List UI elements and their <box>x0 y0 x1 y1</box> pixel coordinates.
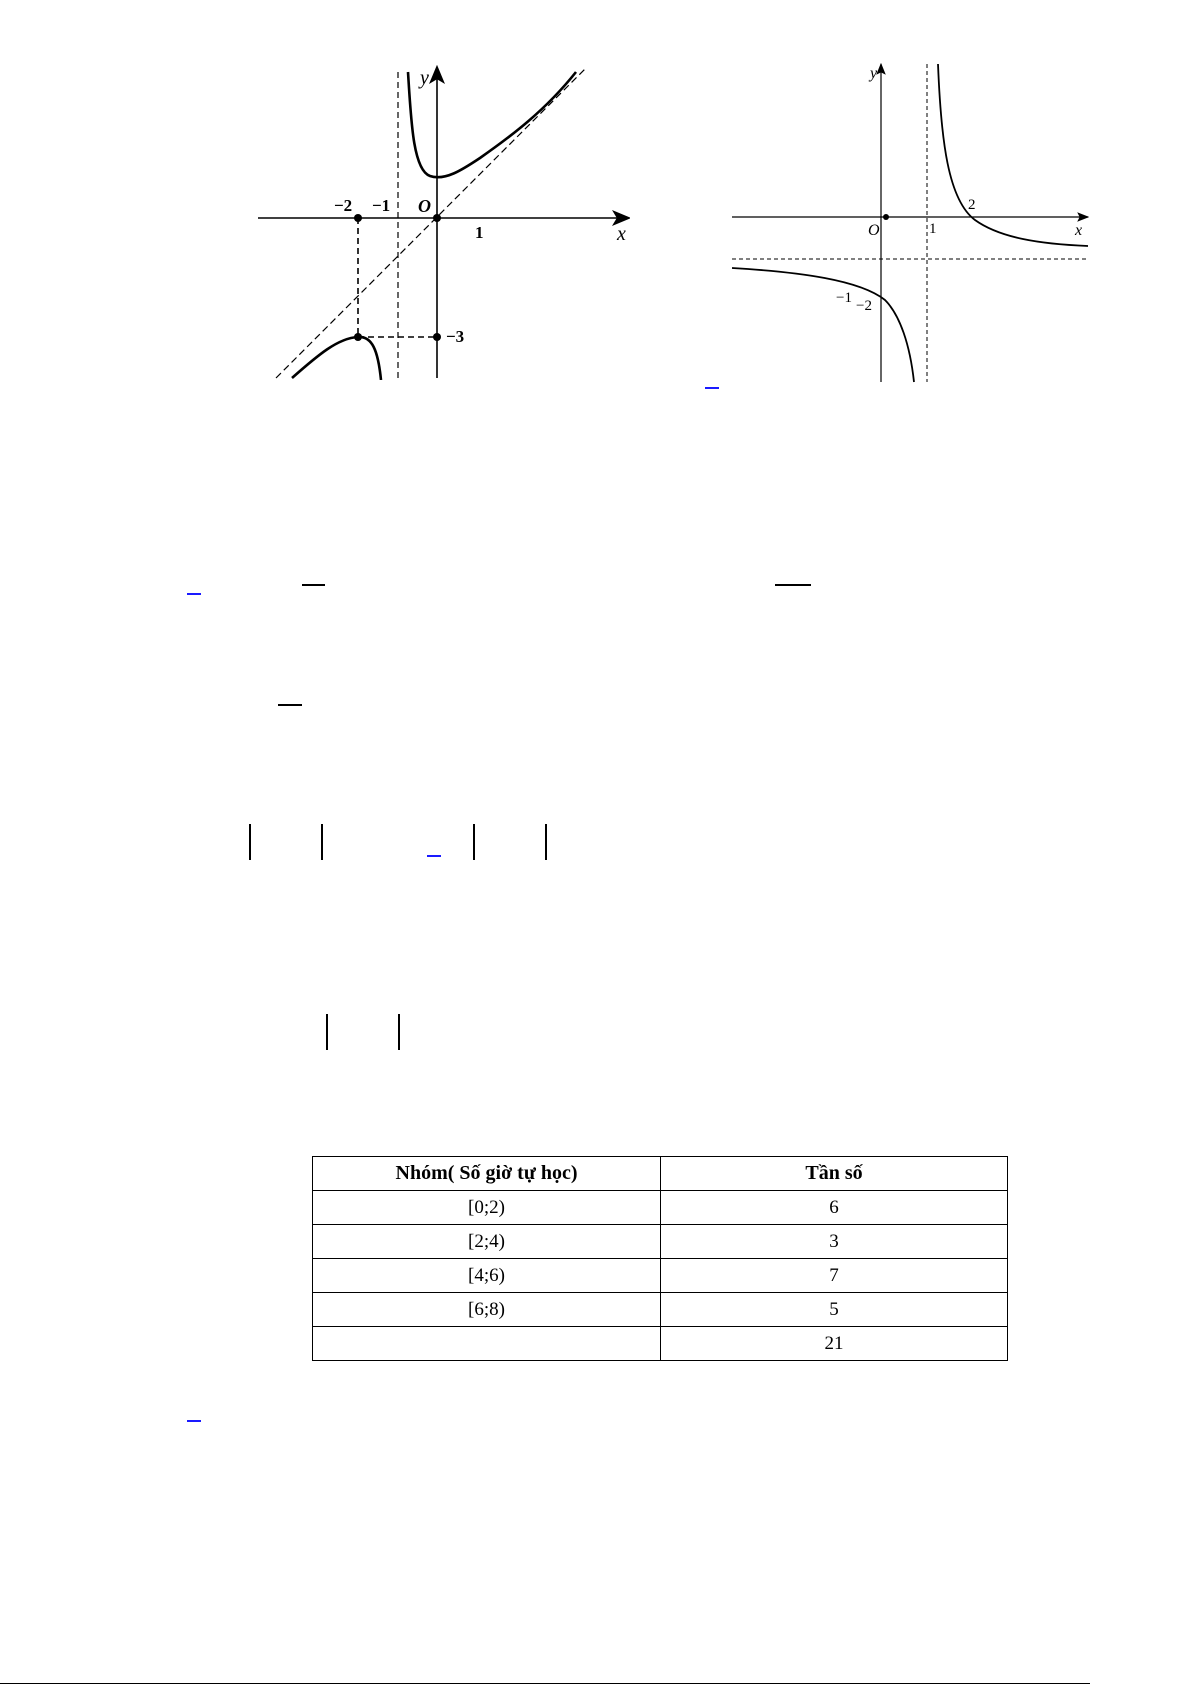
absolute-value-bar <box>545 824 547 860</box>
table-row <box>313 1293 1008 1327</box>
upper-right-branch <box>938 64 1088 246</box>
table-row-total <box>313 1327 1008 1361</box>
fraction-bar <box>278 704 302 706</box>
x-label: x <box>1075 222 1083 239</box>
tick-label-neg1: −1 <box>836 290 852 306</box>
header-frequency: Tần số <box>661 1157 1008 1191</box>
frequency-table <box>312 1156 1008 1361</box>
fraction-bar <box>302 584 325 586</box>
group-cell: [0;2) <box>313 1191 661 1225</box>
point-neg2-neg3 <box>354 333 362 341</box>
tick-label-neg3: −3 <box>446 327 465 346</box>
tick-label-1: 1 <box>475 223 484 242</box>
tick-label-neg2: −2 <box>334 196 353 215</box>
x-label: x <box>617 223 626 245</box>
lower-left-branch <box>732 268 914 382</box>
group-cell: [4;6) <box>313 1259 661 1293</box>
tick-label-neg2: −2 <box>856 298 872 314</box>
absolute-value-bar <box>326 1014 328 1050</box>
group-cell: [6;8) <box>313 1293 661 1327</box>
frequency-cell: 7 <box>661 1259 1008 1293</box>
point-origin <box>433 214 441 222</box>
lower-branch-curve <box>292 337 381 380</box>
table-header-row <box>313 1157 1008 1191</box>
point-origin <box>883 214 889 220</box>
tick-label-2: 2 <box>968 197 976 213</box>
y-label: y <box>420 67 429 89</box>
absolute-value-bar <box>473 824 475 860</box>
absolute-value-bar <box>321 824 323 860</box>
y-label: y <box>870 65 878 82</box>
link-mark[interactable] <box>427 855 441 857</box>
origin-label: O <box>868 222 880 239</box>
frequency-cell: 21 <box>661 1327 1008 1361</box>
tick-label-1: 1 <box>929 221 937 237</box>
header-group: Nhóm( Số giờ tự học) <box>313 1157 661 1191</box>
group-cell: [2;4) <box>313 1225 661 1259</box>
origin-label: O <box>418 196 431 216</box>
group-cell <box>313 1327 661 1361</box>
table-row <box>313 1225 1008 1259</box>
frequency-cell: 5 <box>661 1293 1008 1327</box>
table-row <box>313 1191 1008 1225</box>
left-function-graph <box>250 58 630 380</box>
frequency-cell: 6 <box>661 1191 1008 1225</box>
link-mark[interactable] <box>705 387 719 389</box>
oblique-asymptote <box>276 69 585 378</box>
frequency-cell: 3 <box>661 1225 1008 1259</box>
link-mark[interactable] <box>187 593 201 595</box>
point-neg2-0 <box>354 214 362 222</box>
absolute-value-bar <box>398 1014 400 1050</box>
fraction-bar <box>775 584 811 586</box>
table-row <box>313 1259 1008 1293</box>
point-0-neg3 <box>433 333 441 341</box>
upper-branch-curve <box>408 72 576 177</box>
absolute-value-bar <box>249 824 251 860</box>
right-function-graph <box>730 60 1092 386</box>
link-mark[interactable] <box>187 1420 201 1422</box>
footer-rule <box>0 1683 1090 1684</box>
tick-label-neg1: −1 <box>372 196 391 215</box>
